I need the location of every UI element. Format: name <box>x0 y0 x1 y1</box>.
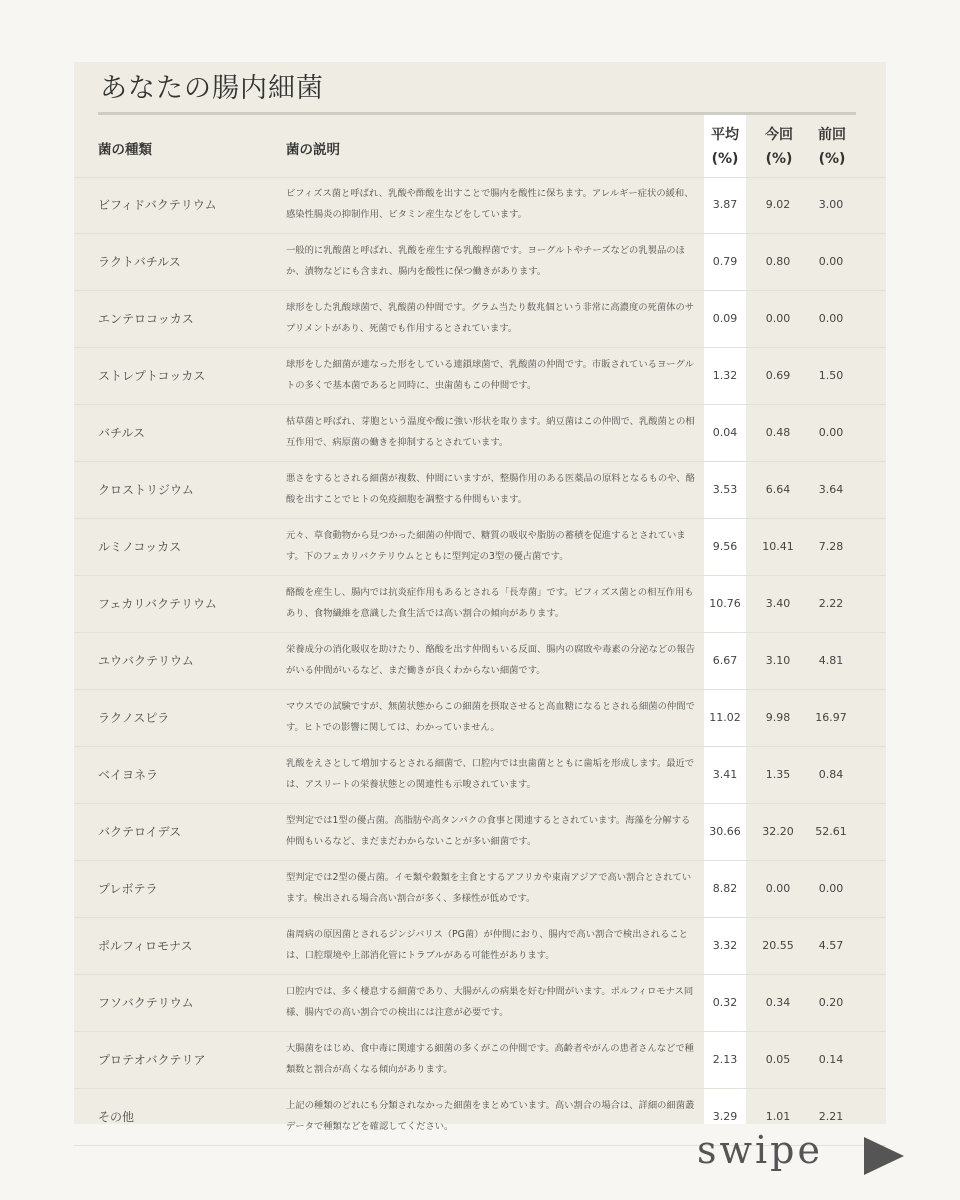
header-previous-unit: (%) <box>818 151 846 167</box>
table-row <box>74 633 886 690</box>
average-value: 3.87 <box>712 198 738 211</box>
average-value: 0.09 <box>712 312 738 325</box>
bacteria-description: 元々、草食動物から見つかった細菌の仲間で、糖質の吸収や脂肪の蓄積を促進するとされています。下のフェカリバクテリウムとともに型判定の3型の優占菌です。 <box>286 530 686 562</box>
current-value: 0.00 <box>765 882 791 895</box>
bacteria-description: 上記の種類のどれにも分類されなかった細菌をまとめています。高い割合の場合は、詳細の細菌叢データで種類などを確認してください。 <box>286 1100 695 1132</box>
average-value: 3.32 <box>712 939 738 952</box>
bacteria-description: 悪さをするとされる細菌が複数、仲間にいますが、整腸作用のある医薬品の原料となるものや、酪酸を出すことでヒトの免疫細胞を調整する仲間もいます。 <box>286 473 695 505</box>
bacteria-name: フェカリバクテリウム <box>98 597 217 611</box>
bacteria-description: 乳酸をえさとして増加するとされる細菌で、口腔内では虫歯菌とともに歯垢を形成します。最近では、アスリートの栄養状態との関連性も示唆されています。 <box>286 758 695 790</box>
bacteria-description: 枯草菌と呼ばれ、芽胞という温度や酸に強い形状を取ります。納豆菌はこの仲間で、乳酸菌との相互作用で、病原菌の働きを抑制するとされています。 <box>286 416 695 448</box>
previous-value: 2.21 <box>818 1110 844 1123</box>
bacteria-name: ストレプトコッカス <box>98 369 206 383</box>
previous-value: 0.14 <box>818 1053 844 1066</box>
current-value: 32.20 <box>762 825 794 838</box>
table-row <box>74 405 886 462</box>
bacteria-description: 大腸菌をはじめ、食中毒に関連する細菌の多くがこの仲間です。高齢者やがんの患者さんなどで種類数と割合が高くなる傾向があります。 <box>286 1043 694 1075</box>
header-average <box>700 123 750 171</box>
bacteria-name: ユウバクテリウム <box>98 654 194 668</box>
current-value: 3.40 <box>765 597 791 610</box>
table-row <box>74 1032 886 1089</box>
bacteria-name: ベイヨネラ <box>98 768 159 782</box>
bacteria-description: 歯周病の原因菌とされるジンジバリス（PG菌）が仲間におり、腸内で高い割合で検出されることは、口腔環境や上部消化管にトラブルがある可能性があります。 <box>286 929 688 961</box>
current-value: 1.01 <box>765 1110 791 1123</box>
previous-value: 3.64 <box>818 483 844 496</box>
header-previous <box>807 123 857 171</box>
previous-value: 2.22 <box>818 597 844 610</box>
previous-value: 4.81 <box>818 654 844 667</box>
average-value: 0.79 <box>712 255 738 268</box>
header-description: 菌の説明 <box>286 142 340 158</box>
current-value: 0.80 <box>765 255 791 268</box>
table-row <box>74 747 886 804</box>
table-body <box>74 177 886 1146</box>
bacteria-description: 口腔内では、多く棲息する細菌であり、大腸がんの病巣を好む仲間がいます。ポルフィロモナス同様、腸内での高い割合での検出には注意が必要です。 <box>286 986 694 1018</box>
current-value: 6.64 <box>765 483 791 496</box>
current-value: 3.10 <box>765 654 791 667</box>
table-row <box>74 861 886 918</box>
current-value: 0.34 <box>765 996 791 1009</box>
bacteria-name: その他 <box>98 1110 135 1124</box>
bacteria-description: ビフィズス菌と呼ばれ、乳酸や酢酸を出すことで腸内を酸性に保ちます。アレルギー症状の緩和、感染性腸炎の抑制作用、ビタミン産生などをしています。 <box>286 188 694 220</box>
bacteria-name: プロテオバクテリア <box>98 1053 206 1067</box>
table-row <box>74 348 886 405</box>
bacteria-description: 球形をした細菌が連なった形をしている連鎖球菌で、乳酸菌の仲間です。市販されているヨーグルトの多くで基本菌であると同時に、虫歯菌もこの仲間です。 <box>286 359 694 391</box>
average-value: 1.32 <box>712 369 738 382</box>
table-row <box>74 234 886 291</box>
bacteria-name: ラクトバチルス <box>98 255 181 269</box>
table-row <box>74 291 886 348</box>
bacteria-description: 酪酸を産生し、腸内では抗炎症作用もあるとされる「長寿菌」です。ビフィズス菌との相互作用もあり、食物繊維を意識した食生活では高い割合の傾向があります。 <box>286 587 694 619</box>
bacteria-name: ラクノスピラ <box>98 711 170 725</box>
header-average-unit: (%) <box>711 151 739 167</box>
average-value: 3.29 <box>712 1110 738 1123</box>
average-value: 3.53 <box>712 483 738 496</box>
bacteria-description: 栄養成分の消化吸収を助けたり、酪酸を出す仲間もいる反面、腸内の腐敗や毒素の分泌などの報告がいる仲間がいるなど、まだ働きが良くわからない細菌です。 <box>286 644 696 676</box>
bacteria-name: プレボテラ <box>98 882 158 896</box>
header-average-label: 平均 <box>711 127 739 143</box>
bacteria-description: マウスでの試験ですが、無菌状態からこの細菌を摂取させると高血糖になるとされる細菌の仲間です。ヒトでの影響に関しては、わかっていません。 <box>286 701 695 733</box>
previous-value: 0.84 <box>818 768 844 781</box>
previous-value: 16.97 <box>815 711 847 724</box>
bacteria-description: 型判定では2型の優占菌。イモ類や穀類を主食とするアフリカや東南アジアで高い割合とされています。検出される場合高い割合が多く、多様性が低めです。 <box>286 872 692 904</box>
page-title: あなたの腸内細菌 <box>100 73 324 104</box>
average-value: 30.66 <box>709 825 741 838</box>
header-name: 菌の種類 <box>98 142 152 158</box>
bacteria-name: フソバクテリウム <box>98 996 194 1010</box>
bacteria-name: ルミノコッカス <box>98 540 182 554</box>
previous-value: 0.00 <box>818 426 844 439</box>
current-value: 9.02 <box>765 198 791 211</box>
current-value: 0.48 <box>765 426 791 439</box>
previous-value: 3.00 <box>818 198 844 211</box>
table-row <box>74 462 886 519</box>
bacteria-description: 球形をした乳酸球菌で、乳酸菌の仲間です。グラム当たり数兆個という非常に高濃度の死菌体のサプリメントがあり、死菌でも作用するとされています。 <box>286 302 695 334</box>
header-previous-label: 前回 <box>818 127 846 143</box>
current-value: 0.00 <box>765 312 791 325</box>
bacteria-name: エンテロコッカス <box>98 312 194 326</box>
previous-value: 0.00 <box>818 312 844 325</box>
current-value: 0.05 <box>765 1053 791 1066</box>
table-header <box>74 115 886 178</box>
swipe-label[interactable]: swipe <box>697 1128 823 1172</box>
previous-value: 0.00 <box>818 882 844 895</box>
bacteria-name: ビフィドバクテリウム <box>98 198 217 212</box>
previous-value: 1.50 <box>818 369 844 382</box>
bacteria-name: バクテロイデス <box>98 825 182 839</box>
average-value: 0.04 <box>712 426 738 439</box>
previous-value: 0.20 <box>818 996 844 1009</box>
previous-value: 52.61 <box>815 825 847 838</box>
header-current-label: 今回 <box>765 127 793 143</box>
average-value: 2.13 <box>712 1053 738 1066</box>
table-row <box>74 576 886 633</box>
header-current-unit: (%) <box>765 151 793 167</box>
previous-value: 4.57 <box>818 939 844 952</box>
previous-value: 7.28 <box>818 540 844 553</box>
average-value: 10.76 <box>709 597 741 610</box>
average-value: 8.82 <box>712 882 738 895</box>
table-row <box>74 804 886 861</box>
current-value: 1.35 <box>765 768 791 781</box>
current-value: 0.69 <box>765 369 791 382</box>
table-row <box>74 177 886 234</box>
average-value: 3.41 <box>712 768 738 781</box>
bacteria-description: 一般的に乳酸菌と呼ばれ、乳酸を産生する乳酸桿菌です。ヨーグルトやチーズなどの乳製品のほか、漬物などにも含まれ、腸内を酸性に保つ働きがあります。 <box>286 245 685 277</box>
table-row <box>74 975 886 1032</box>
previous-value: 0.00 <box>818 255 844 268</box>
current-value: 20.55 <box>762 939 794 952</box>
table-row <box>74 918 886 975</box>
header-current <box>754 123 804 171</box>
table-row <box>74 519 886 576</box>
bacteria-description: 型判定では1型の優占菌。高脂肪や高タンパクの食事と関連するとされています。海藻を分解する仲間もいるなど、まだまだわからないことが多い細菌です。 <box>286 815 691 847</box>
average-value: 0.32 <box>712 996 738 1009</box>
bacteria-name: ポルフィロモナス <box>98 939 193 953</box>
triangle-right-icon[interactable] <box>862 1136 906 1176</box>
current-value: 10.41 <box>762 540 794 553</box>
bacteria-name: バチルス <box>98 426 146 440</box>
bacteria-name: クロストリジウム <box>98 483 194 497</box>
average-value: 11.02 <box>709 711 741 724</box>
average-value: 6.67 <box>712 654 738 667</box>
current-value: 9.98 <box>765 711 791 724</box>
average-value: 9.56 <box>712 540 738 553</box>
table-row <box>74 690 886 747</box>
gut-bacteria-card <box>74 62 886 1132</box>
